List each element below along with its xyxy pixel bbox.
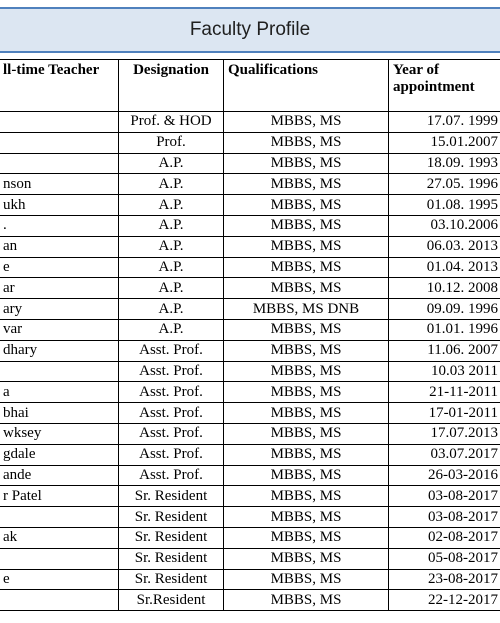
header-designation: Designation	[119, 60, 224, 112]
cell-designation: A.P.	[119, 236, 224, 257]
cell-designation: A.P.	[119, 319, 224, 340]
cell-year: 03.07.2017	[389, 444, 500, 465]
cell-teacher-name	[0, 507, 119, 528]
cell-designation: Asst. Prof.	[119, 340, 224, 361]
cell-designation: Sr.Resident	[119, 590, 224, 611]
cell-teacher-name: ary	[0, 299, 119, 320]
cell-year: 22-12-2017	[389, 590, 500, 611]
cell-teacher-name	[0, 548, 119, 569]
header-teacher: ll-time Teacher	[0, 60, 119, 112]
table-row	[0, 319, 500, 340]
cell-designation: Asst. Prof.	[119, 361, 224, 382]
cell-qualification: MBBS, MS	[224, 590, 389, 611]
table-row	[0, 174, 500, 195]
table-row	[0, 382, 500, 403]
cell-year: 11.06. 2007	[389, 340, 500, 361]
cell-year: 23-08-2017	[389, 569, 500, 590]
cell-designation: Sr. Resident	[119, 507, 224, 528]
cell-qualification: MBBS, MS	[224, 548, 389, 569]
cell-teacher-name: ar	[0, 278, 119, 299]
cell-teacher-name: wksey	[0, 423, 119, 444]
cell-designation: A.P.	[119, 174, 224, 195]
cell-year: 03-08-2017	[389, 486, 500, 507]
table-row	[0, 278, 500, 299]
cell-year: 03.10.2006	[389, 215, 500, 236]
table-row	[0, 236, 500, 257]
cell-teacher-name: nson	[0, 174, 119, 195]
cell-teacher-name: var	[0, 319, 119, 340]
cell-designation: Sr. Resident	[119, 548, 224, 569]
cell-year: 01.08. 1995	[389, 195, 500, 216]
cell-year: 10.03 2011	[389, 361, 500, 382]
cell-teacher-name: a	[0, 382, 119, 403]
table-row	[0, 153, 500, 174]
cell-year: 01.01. 1996	[389, 319, 500, 340]
cell-qualification: MBBS, MS	[224, 527, 389, 548]
table-row	[0, 299, 500, 320]
cell-qualification: MBBS, MS	[224, 423, 389, 444]
table-row	[0, 548, 500, 569]
cell-qualification: MBBS, MS	[224, 257, 389, 278]
cell-teacher-name	[0, 132, 119, 153]
table-row	[0, 590, 500, 611]
cell-qualification: MBBS, MS	[224, 112, 389, 133]
cell-qualification: MBBS, MS	[224, 340, 389, 361]
faculty-profile-banner	[0, 7, 500, 53]
cell-teacher-name: gdale	[0, 444, 119, 465]
cell-designation: Sr. Resident	[119, 486, 224, 507]
cell-designation: Prof.	[119, 132, 224, 153]
table-row	[0, 361, 500, 382]
cell-teacher-name	[0, 590, 119, 611]
table-row	[0, 527, 500, 548]
cell-qualification: MBBS, MS	[224, 361, 389, 382]
table-row	[0, 132, 500, 153]
faculty-table	[0, 59, 500, 611]
header-qualifications: Qualifications	[224, 60, 389, 112]
cell-year: 09.09. 1996	[389, 299, 500, 320]
table-header-row	[0, 60, 500, 112]
cell-designation: A.P.	[119, 257, 224, 278]
cell-qualification: MBBS, MS	[224, 215, 389, 236]
cell-teacher-name	[0, 153, 119, 174]
cell-year: 05-08-2017	[389, 548, 500, 569]
cell-designation: Asst. Prof.	[119, 423, 224, 444]
cell-designation: Asst. Prof.	[119, 465, 224, 486]
cell-qualification: MBBS, MS	[224, 132, 389, 153]
cell-year: 21-11-2011	[389, 382, 500, 403]
cell-qualification: MBBS, MS	[224, 153, 389, 174]
cell-qualification: MBBS, MS	[224, 569, 389, 590]
page-title: Faculty Profile	[189, 19, 311, 40]
table-row	[0, 465, 500, 486]
table-row	[0, 112, 500, 133]
cell-designation: Asst. Prof.	[119, 403, 224, 424]
cell-teacher-name: dhary	[0, 340, 119, 361]
cell-year: 17-01-2011	[389, 403, 500, 424]
cell-teacher-name: .	[0, 215, 119, 236]
cell-designation: A.P.	[119, 278, 224, 299]
cell-qualification: MBBS, MS	[224, 444, 389, 465]
cell-designation: Prof. & HOD	[119, 112, 224, 133]
cell-year: 01.04. 2013	[389, 257, 500, 278]
cell-year: 02-08-2017	[389, 527, 500, 548]
cell-designation: A.P.	[119, 215, 224, 236]
cell-year: 18.09. 1993	[389, 153, 500, 174]
table-row	[0, 486, 500, 507]
cell-year: 17.07.2013	[389, 423, 500, 444]
cell-designation: A.P.	[119, 299, 224, 320]
table-row	[0, 569, 500, 590]
cell-qualification: MBBS, MS	[224, 465, 389, 486]
cell-teacher-name: ukh	[0, 195, 119, 216]
table-row	[0, 195, 500, 216]
cell-designation: Asst. Prof.	[119, 382, 224, 403]
cell-qualification: MBBS, MS	[224, 507, 389, 528]
cell-qualification: MBBS, MS	[224, 236, 389, 257]
cell-designation: Sr. Resident	[119, 569, 224, 590]
cell-qualification: MBBS, MS	[224, 174, 389, 195]
table-row	[0, 257, 500, 278]
cell-qualification: MBBS, MS	[224, 195, 389, 216]
cell-qualification: MBBS, MS	[224, 486, 389, 507]
cell-teacher-name: ak	[0, 527, 119, 548]
cell-teacher-name: an	[0, 236, 119, 257]
cell-designation: Sr. Resident	[119, 527, 224, 548]
cell-year: 15.01.2007	[389, 132, 500, 153]
header-year: Year of appointment	[389, 60, 500, 112]
cell-teacher-name	[0, 112, 119, 133]
cell-qualification: MBBS, MS	[224, 278, 389, 299]
cell-teacher-name: ande	[0, 465, 119, 486]
cell-teacher-name: r Patel	[0, 486, 119, 507]
cell-year: 06.03. 2013	[389, 236, 500, 257]
cell-year: 26-03-2016	[389, 465, 500, 486]
cell-designation: Asst. Prof.	[119, 444, 224, 465]
table-row	[0, 423, 500, 444]
cell-qualification: MBBS, MS	[224, 403, 389, 424]
cell-year: 17.07. 1999	[389, 112, 500, 133]
cell-qualification: MBBS, MS	[224, 382, 389, 403]
table-row	[0, 444, 500, 465]
cell-qualification: MBBS, MS DNB	[224, 299, 389, 320]
cell-qualification: MBBS, MS	[224, 319, 389, 340]
cell-teacher-name	[0, 361, 119, 382]
cell-teacher-name: e	[0, 257, 119, 278]
cell-teacher-name: bhai	[0, 403, 119, 424]
cell-year: 03-08-2017	[389, 507, 500, 528]
table-row	[0, 507, 500, 528]
cell-teacher-name: e	[0, 569, 119, 590]
table-row	[0, 340, 500, 361]
cell-designation: A.P.	[119, 195, 224, 216]
cell-year: 10.12. 2008	[389, 278, 500, 299]
table-row	[0, 215, 500, 236]
cell-year: 27.05. 1996	[389, 174, 500, 195]
table-row	[0, 403, 500, 424]
cell-designation: A.P.	[119, 153, 224, 174]
